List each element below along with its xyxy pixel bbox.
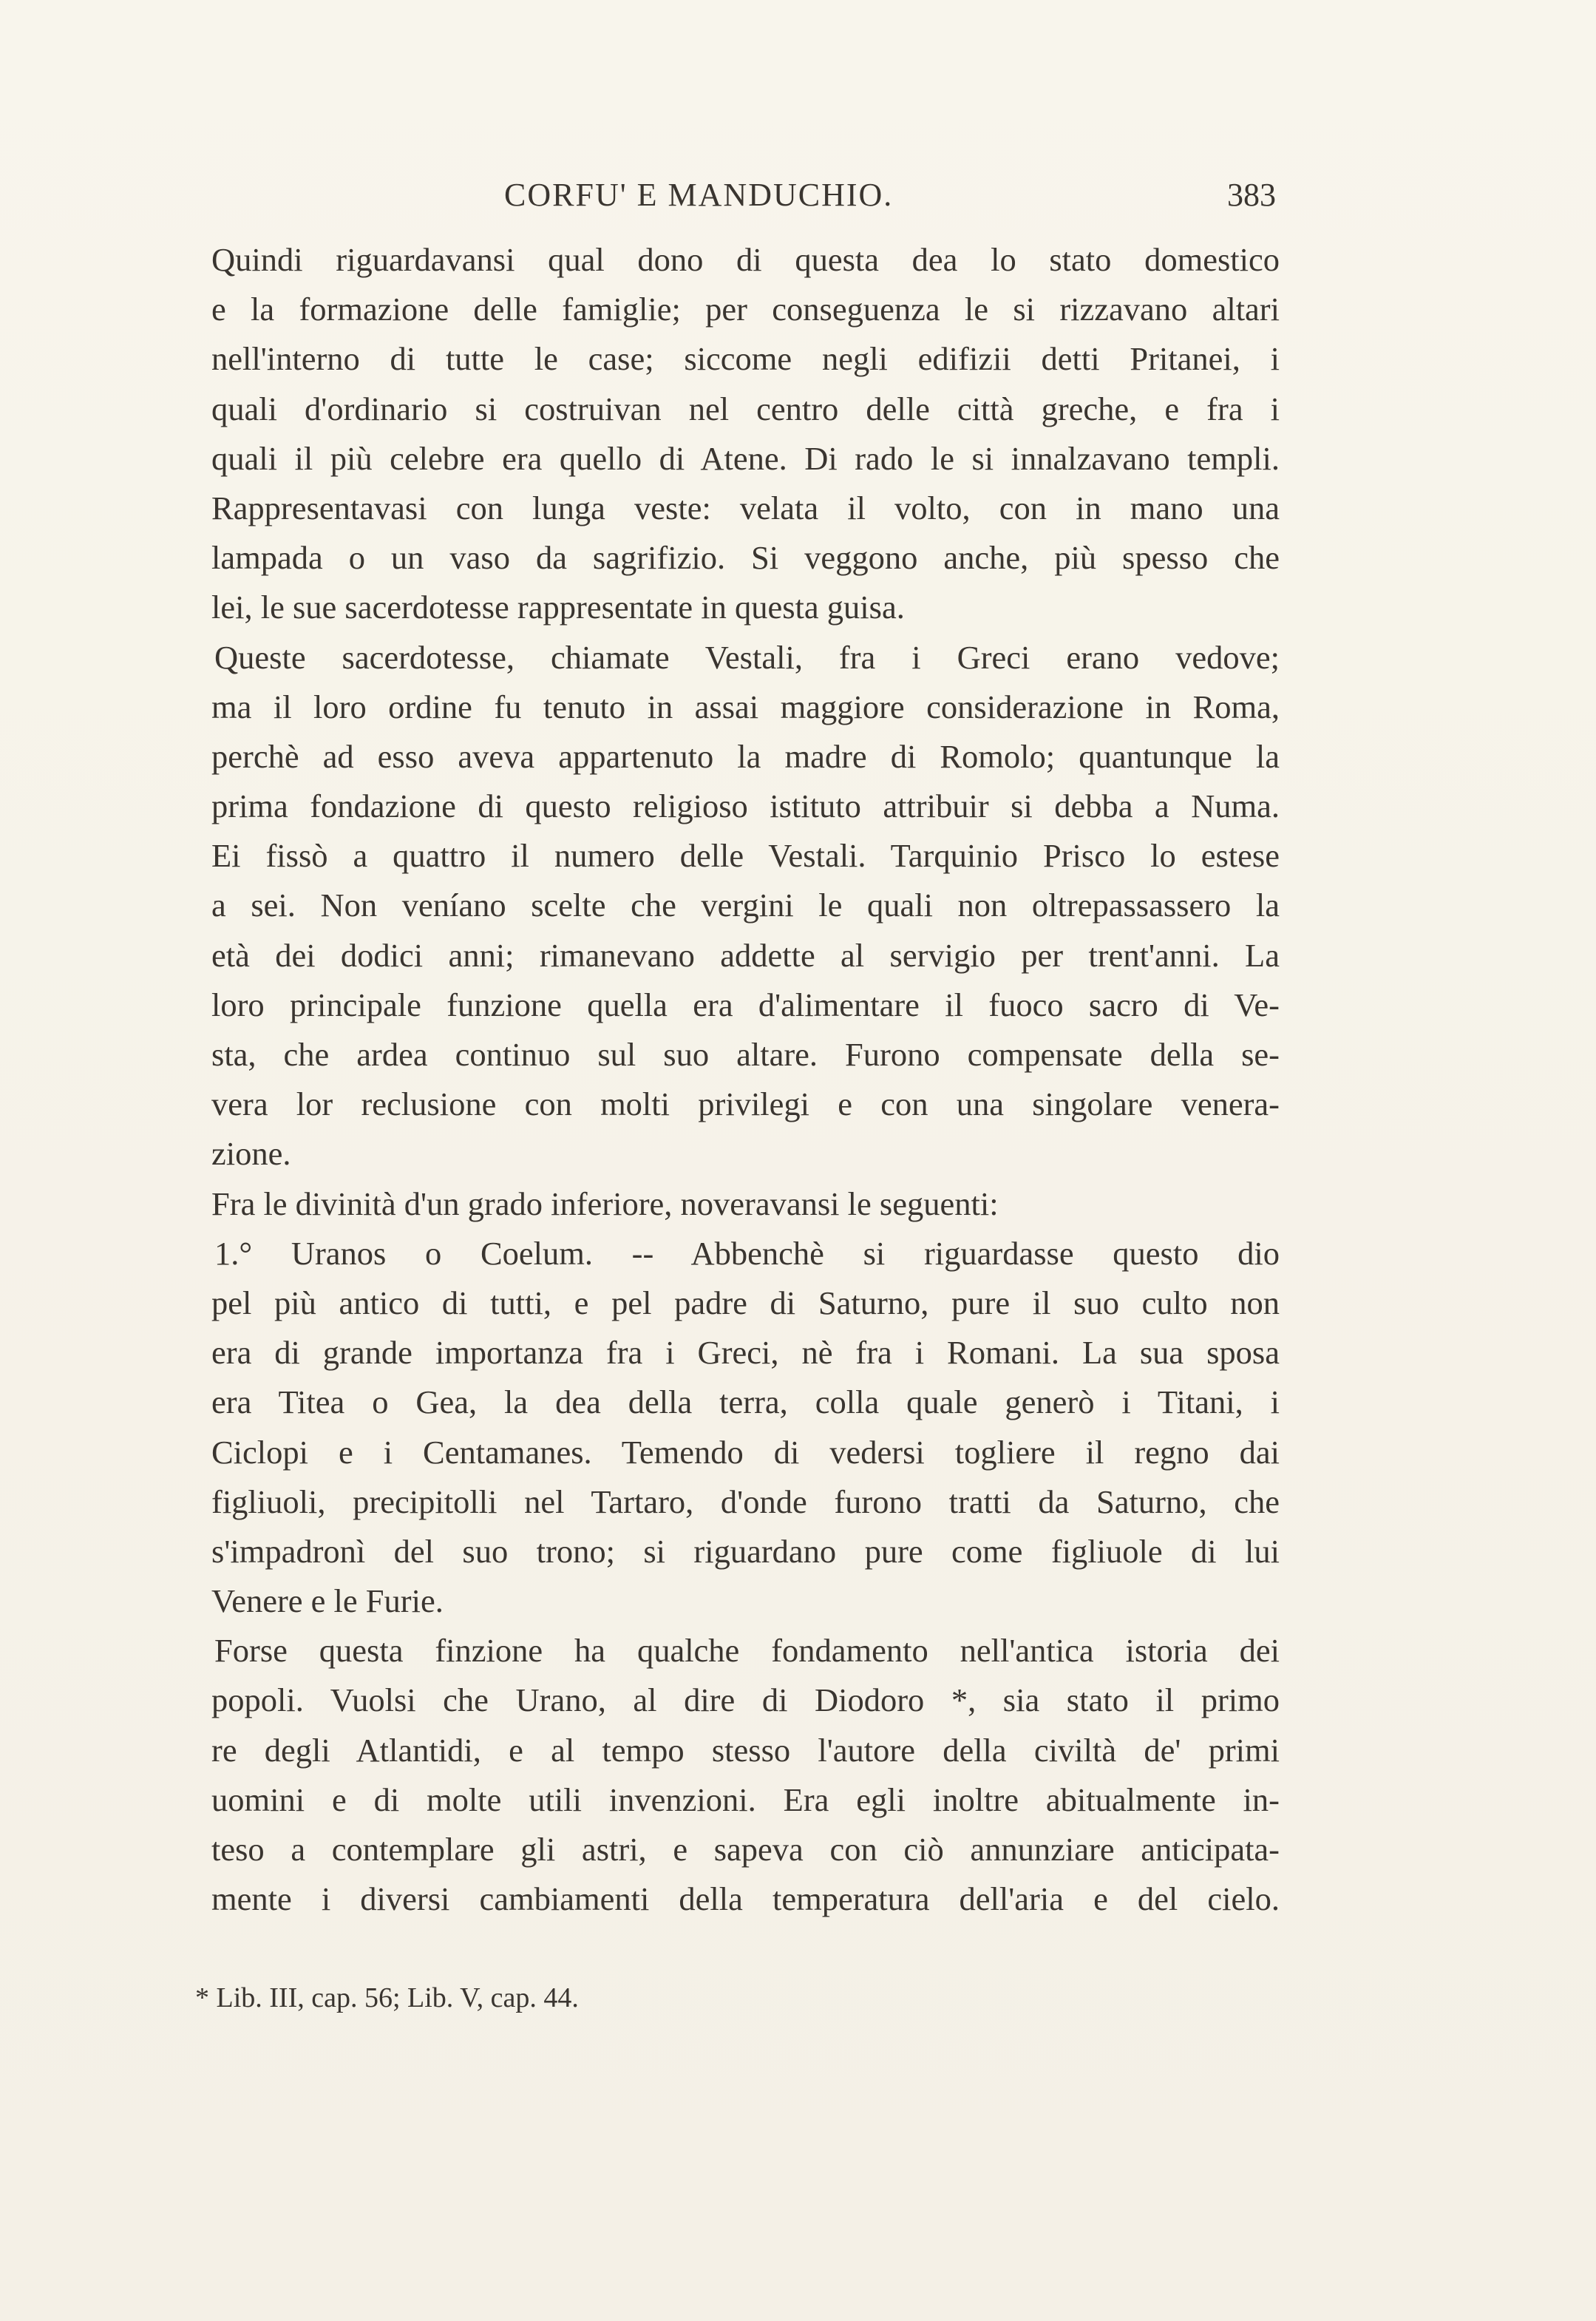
text-line: figliuoli, precipitolli nel Tartaro, d'onde furono tratti da Saturno, che [211, 1483, 1280, 1520]
text-line: Forse questa finzione ha qualche fondamento nell'antica istoria dei [214, 1632, 1280, 1670]
text-line: zione. [211, 1135, 291, 1173]
text-line: lampada o un vaso da sagrifizio. Si veggono anche, più spesso che [211, 539, 1280, 577]
header-title: CORFU' E MANDUCHIO. [504, 177, 894, 213]
text-line: popoli. Vuolsi che Urano, al dire di Diodoro *, sia stato il primo [211, 1681, 1280, 1719]
text-line: nell'interno di tutte le case; siccome negli edifizii detti Pritanei, i [211, 340, 1280, 378]
text-line: prima fondazione di questo religioso istituto attribuir si debba a Numa. [211, 787, 1280, 825]
text-line: Queste sacerdotesse, chiamate Vestali, fra i Greci erano vedove; [214, 638, 1280, 676]
text-line: loro principale funzione quella era d'alimentare il fuoco sacro di Ve- [211, 986, 1280, 1023]
text-line: teso a contemplare gli astri, e sapeva con ciò annunziare anticipata- [211, 1831, 1280, 1868]
text-line: re degli Atlantidi, e al tempo stesso l'autore della civiltà de' primi [211, 1731, 1280, 1769]
text-line: Venere e le Furie. [211, 1582, 444, 1620]
text-line: vera lor reclusione con molti privilegi e con una singolare venera- [211, 1085, 1280, 1123]
text-line: quali d'ordinario si costruivan nel centro delle città greche, e fra i [211, 390, 1280, 427]
text-line: era di grande importanza fra i Greci, nè fra i Romani. La sua sposa [211, 1334, 1280, 1372]
text-line: perchè ad esso aveva appartenuto la madre di Romolo; quantunque la [211, 737, 1280, 775]
text-line: Ei fissò a quattro il numero delle Vestali. Tarquinio Prisco lo estese [211, 837, 1280, 875]
text-line: era Titea o Gea, la dea della terra, colla quale generò i Titani, i [211, 1383, 1280, 1421]
text-line: mente i diversi cambiamenti della temperatura dell'aria e del cielo. [211, 1880, 1280, 1918]
text-line: 1.° Uranos o Coelum. -- Abbenchè si riguardasse questo dio [214, 1234, 1280, 1272]
text-line: Fra le divinità d'un grado inferiore, noveravansi le seguenti: [211, 1185, 999, 1222]
text-line: sta, che ardea continuo sul suo altare. Furono compensate della se- [211, 1036, 1280, 1073]
text-line: Ciclopi e i Centamanes. Temendo di vedersi togliere il regno dai [211, 1433, 1280, 1471]
body-text [211, 235, 1280, 1924]
footnote: * Lib. III, cap. 56; Lib. V, cap. 44. [195, 1982, 579, 2013]
text-line: ma il loro ordine fu tenuto in assai maggiore considerazione in Roma, [211, 688, 1280, 725]
text-line: pel più antico di tutti, e pel padre di Saturno, pure il suo culto non [211, 1284, 1280, 1321]
text-line: quali il più celebre era quello di Atene. Di rado le si innalzavano templi. [211, 439, 1280, 477]
text-line: età dei dodici anni; rimanevano addette al servigio per trent'anni. La [211, 936, 1280, 974]
running-header [211, 176, 1276, 220]
text-line: e la formazione delle famiglie; per conseguenza le si rizzavano altari [211, 291, 1280, 328]
text-line: a sei. Non veníano scelte che vergini le quali non oltrepassassero la [211, 887, 1280, 924]
page-number: 383 [1227, 177, 1276, 213]
text-line: Rappresentavasi con lunga veste: velata il volto, con in mano una [211, 489, 1280, 526]
text-line: uomini e di molte utili invenzioni. Era egli inoltre abitualmente in- [211, 1780, 1280, 1818]
text-line: Quindi riguardavansi qual dono di questa dea lo stato domestico [211, 241, 1280, 278]
text-line: s'impadronì del suo trono; si riguardano pure come figliuole di lui [211, 1532, 1280, 1570]
text-line: lei, le sue sacerdotesse rappresentate in questa guisa. [211, 589, 905, 626]
